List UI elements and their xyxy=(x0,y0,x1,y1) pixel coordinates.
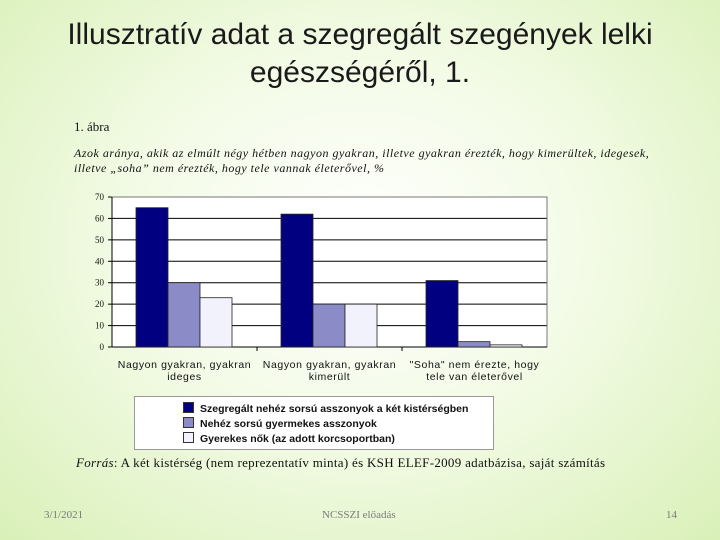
source-text: : A két kistérség (nem reprezentatív minta) és KSH ELEF-2009 adatbázisa, saját számítás xyxy=(113,455,606,470)
bar xyxy=(426,281,458,347)
legend-label: Nehéz sorsú gyermekes asszonyok xyxy=(200,418,377,430)
y-tick-label: 20 xyxy=(95,299,104,310)
legend-item xyxy=(183,417,377,430)
bar xyxy=(345,304,377,347)
y-tick-label: 30 xyxy=(95,277,104,288)
bar xyxy=(313,304,345,347)
source-note xyxy=(76,455,636,471)
bar xyxy=(281,214,313,347)
figure-caption: Azok aránya, akik az elmúlt négy hétben nagyon gyakran, illetve gyakran érezték, hogy kimerültek, idegesek, illetve „soha” nem érezték, hogy tele vannak életerővel, % xyxy=(74,146,650,175)
legend-label: Szegregált nehéz sorsú asszonyok a két kistérségben xyxy=(200,403,469,415)
figure-label: 1. ábra xyxy=(74,119,110,134)
x-tick-label: kimerült xyxy=(308,371,351,383)
chart-legend xyxy=(134,396,494,450)
footer-center: NCSSZI előadás xyxy=(322,509,396,521)
legend-item xyxy=(183,432,395,445)
legend-swatch xyxy=(183,432,194,443)
slide-title: Illusztratív adat a szegregált szegények lelki egészségéről, 1. xyxy=(67,18,653,89)
y-tick-label: 0 xyxy=(99,342,104,352)
x-tick-label: tele van életerővel xyxy=(426,371,523,383)
y-tick-label: 10 xyxy=(95,320,104,331)
bar xyxy=(136,208,168,347)
bar xyxy=(490,345,522,347)
x-tick-label: "Soha" nem érezte, hogy xyxy=(409,359,540,371)
legend-swatch xyxy=(183,417,194,428)
legend-item xyxy=(183,402,468,415)
y-tick-label: 60 xyxy=(95,213,104,224)
y-tick-label: 40 xyxy=(95,256,104,267)
legend-swatch xyxy=(183,402,194,413)
footer-date: 3/1/2021 xyxy=(44,509,84,521)
bar xyxy=(458,342,490,347)
y-tick-label: 50 xyxy=(95,234,104,245)
legend-label: Gyerekes nők (az adott korcsoportban) xyxy=(200,433,395,445)
y-tick-label: 70 xyxy=(95,192,104,202)
x-tick-label: Nagyon gyakran, gyakran xyxy=(262,359,397,371)
x-tick-label: ideges xyxy=(167,371,202,383)
source-label: Forrás xyxy=(76,455,114,470)
bar xyxy=(168,283,200,347)
bar xyxy=(200,298,232,347)
page-number: 14 xyxy=(666,509,677,521)
x-tick-label: Nagyon gyakran, gyakran xyxy=(117,359,252,371)
